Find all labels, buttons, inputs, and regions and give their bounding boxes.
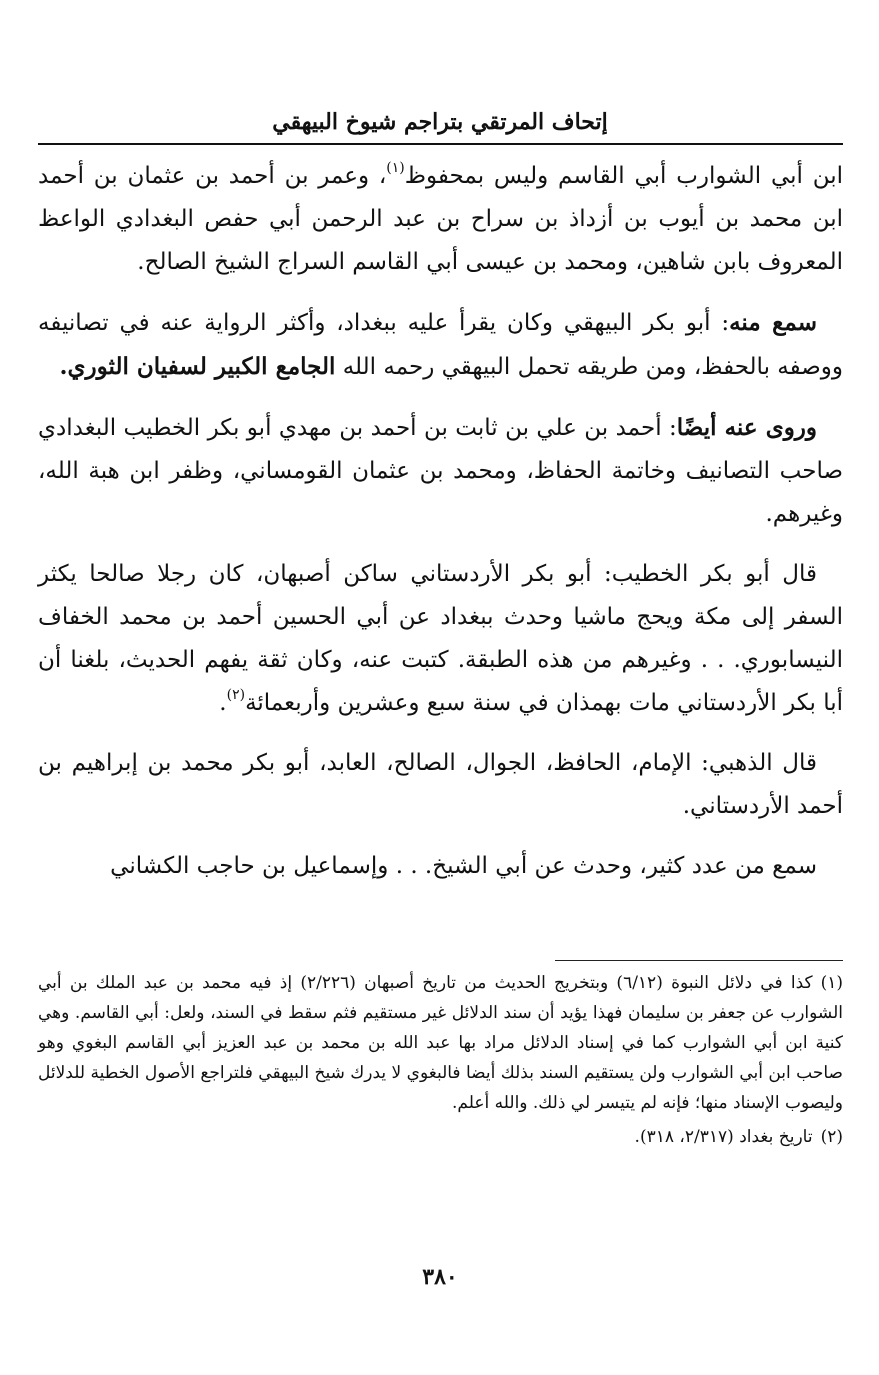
paragraph-continuation-text: سمع من عدد كثير، وحدث عن أبي الشيخ. . . وإسماعيل بن حاجب الكشاني: [110, 853, 817, 879]
paragraph-1-text-b: ، وعمر بن أحمد بن عثمان بن أحمد ابن محمد بن أيوب بن أزداذ بن سراح بن عبد الرحمن أبي حفص البغدادي الواعظ المعروف بابن شاهين، ومحمد بن عيسى أبي القاسم السراج الشيخ الصالح.: [38, 163, 843, 275]
footnote-2-number: (٢): [820, 1127, 843, 1147]
footnote-2-text: تاريخ بغداد (٢/٣١٧، ٣١٨).: [634, 1127, 813, 1147]
paragraph-khatib-quote-end: .: [219, 690, 227, 716]
footnote-1-text: كذا في دلائل النبوة (٦/١٢) وبتخريج الحديث من تاريخ أصبهان (٢/٢٢٦) إذ فيه محمد بن عبد الملك بن أبي الشوارب عن جعفر بن سليمان فهذا يؤيد أن سند الدلائل غير مستقيم فثم سقط في السند، ولعل: أبي القاسم. وهي كنية ابن أبي الشوارب كما في إسناد الدلائل مراد بها عبد الله بن محمد بن عبد العزيز أبي القاسم البغوي وهو صاحب ابن أبي الشوارب ولن يستقيم السند بذلك أيضا فالبغوي لا يدرك شيخ البيهقي فلتراجع الأصول الخطية للدلائل وليصوب الإسناد منها؛ فإنه لم يتيسر لي ذلك. والله أعلم.: [38, 973, 843, 1113]
header-rule: [38, 143, 843, 145]
footnote-ref-1[interactable]: (١): [386, 160, 405, 177]
main-text: [38, 155, 843, 905]
paragraph-1-text-a: ابن أبي الشوارب أبي القاسم وليس بمحفوظ: [404, 163, 843, 189]
footnote-1-number: (١): [820, 973, 844, 993]
paragraph-dhahabi-quote: [38, 742, 843, 828]
page-number: ٣٨٠: [422, 1264, 458, 1290]
paragraph-1: [38, 155, 843, 284]
paragraph-narrated-from-text: : أحمد بن علي بن ثابت بن أحمد بن مهدي أبو بكر الخطيب البغدادي صاحب التصانيف وخاتمة الحفاظ، ومحمد بن عثمان القومساني، وظفر ابن هبة الله، وغيرهم.: [38, 415, 843, 527]
paragraph-heard-from-text: : أبو بكر البيهقي وكان يقرأ عليه ببغداد، وأكثر الرواية عنه في تصانيفه ووصفه بالحفظ، ومن طريقه تحمل البيهقي رحمه الله: [38, 310, 843, 380]
footnotes: [38, 968, 843, 1156]
paragraph-narrated-from: [38, 406, 843, 536]
footnote-ref-2[interactable]: (٢): [226, 687, 246, 704]
section-label-narrated-from: وروى عنه أيضًا: [676, 414, 818, 441]
footnote-separator: [555, 960, 843, 961]
book-title-jami-kabir: الجامع الكبير لسفيان الثوري.: [59, 353, 336, 380]
footnote-2: [38, 1122, 843, 1152]
paragraph-heard-from: [38, 301, 843, 389]
paragraph-khatib-quote: [38, 553, 843, 725]
paragraph-khatib-quote-text: قال أبو بكر الخطيب: أبو بكر الأردستاني ساكن أصبهان، كان رجلا صالحا يكثر السفر إلى مكة ويحج ماشيا وحدث ببغداد عن أبي الحسين أحمد بن محمد الخفاف النيسابوري. . . وغيرهم من هذه الطبقة. كتبت عنه، وكان ثقة يفهم الحديث، بلغنا أن أبا بكر الأردستاني مات بهمذان في سنة سبع وعشرين وأربعمائة: [38, 561, 843, 716]
running-head-title: إتحاف المرتقي بتراجم شيوخ البيهقي: [272, 109, 608, 135]
section-label-heard-from: سمع منه: [729, 309, 817, 336]
footnote-1: [38, 968, 843, 1118]
paragraph-dhahabi-quote-text: قال الذهبي: الإمام، الحافظ، الجوال، الصالح، العابد، أبو بكر محمد بن إبراهيم بن أحمد الأردستاني.: [38, 750, 843, 819]
paragraph-continuation: [38, 845, 843, 888]
